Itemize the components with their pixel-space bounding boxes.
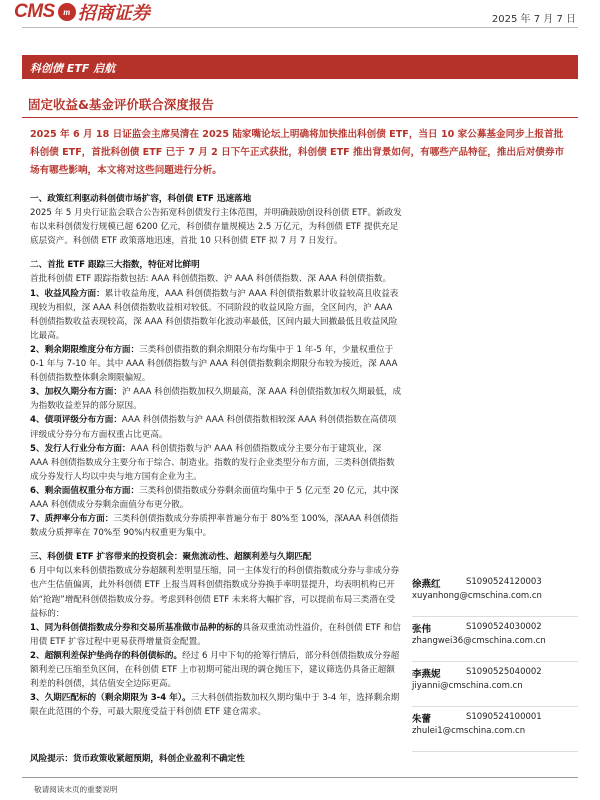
analyst-panel <box>412 574 578 754</box>
analyst-email[interactable]: jiyanni@cmschina.com.cn <box>412 681 523 691</box>
footer-divider <box>22 777 578 778</box>
body-paragraph: 2025 年 5 月央行证监会联合公告拓宽科创债发行主体范围，并明确鼓励创设科创债 ETF。新政发布以来科创债发行规模已超 6200 亿元，科创债存量规模达 2.5 万亿元，为科创债 ETF 提供充足底层资产。科创债 ETF 政策落地迅速，首批 10 只科创债 ETF 拟 7 月 7 日发行。 <box>30 208 402 247</box>
logo-text: CMS <box>14 1 55 22</box>
list-item: 1、同为科创债指数成分券和交易所基准做市品种的标的具备双重流动性溢价，在科创债 ETF 和信用债 ETF 扩容过程中更易获得增量资金配置。 <box>30 622 401 647</box>
logo-badge-icon: m <box>58 3 76 21</box>
analyst-name: 张伟 <box>412 624 432 635</box>
brand-logo <box>14 2 150 22</box>
analyst-card <box>412 709 578 752</box>
list-item: 7、质押率分布方面：三类科创债指数成分券质押率普遍分布于 80%至 100%，深AAA 科创债指数成分质押率在 70%至 90%内权重更为集中。 <box>30 514 399 539</box>
list-item: 3、加权久期分布方面：沪 AAA 科创债指数加权久期最高，深 AAA 科创债指数加权久期最低，成为指数收益差异的部分原因。 <box>30 387 402 412</box>
report-title: 固定收益&基金评价联合深度报告 <box>28 97 214 112</box>
analyst-email[interactable]: zhulei1@cmschina.com.cn <box>412 726 526 736</box>
analyst-card <box>412 664 578 707</box>
analyst-license: S1090524120003 <box>466 577 542 587</box>
summary-paragraph: 2025 年 6 月 18 日证监会主席吴清在 2025 陆家嘴论坛上明确将加快推出科创债 ETF，当日 10 家公募基金同步上报首批科创债 ETF，首批科创债 ETF 已于 7 月 2 日下午正式获批，科创债 ETF 推出背景如何，有哪些产品特征，推出后对债券市场有哪些影响，本文将对这些问题进行分析。 <box>30 129 565 176</box>
section-heading: 三、科创债 ETF 扩容带来的投资机会：聚焦流动性、超额利差与久期匹配 <box>30 552 312 563</box>
body-paragraph: 6 月中旬以来科创债指数成分券超额利差明显压缩，同一主体发行的科创债指数成分券与非成分券也产生估值偏离，此外科创债 ETF 上报当周科创债指数成分券换手率明显提升，均表明机构已开始“抢跑”增配科创债指数成分券。考虑到科创债 ETF 未来将大幅扩容，可以提前布局三类潜在受益标的： <box>30 566 400 619</box>
analyst-name: 朱蕾 <box>412 714 432 725</box>
section-heading: 二、首批 ETF 跟踪三大指数，特征对比鲜明 <box>30 260 200 271</box>
list-item: 2、超额利差保护垫尚存的科创债标的。经过 6 月中下旬的抢筹行情后，部分科创债指数成分券超额利差已压缩至负区间，在科创债 ETF 上市初期可能出现的调仓抛压下，建议筛选仍具备正超额利差的科创债，其估值安全边际更高。 <box>30 650 400 690</box>
risk-warning: 风险提示：货币政策收紧超预期，科创企业盈利不确定性 <box>30 754 245 764</box>
analyst-email[interactable]: xuyanhong@cmschina.com.cn <box>412 591 542 601</box>
list-item: 4、债项评级分布方面：AAA 科创债指数与沪 AAA 科创债指数相较深 AAA 科创债指数在高债项评级成分券分布方面权重占比更高。 <box>30 415 397 440</box>
analyst-name: 李燕妮 <box>412 669 441 680</box>
body-paragraph: 首批科创债 ETF 跟踪指数包括: AAA 科创债指数、沪 AAA 科创债指数、深 AAA 科创债指数。 <box>30 274 392 285</box>
list-item: 1、收益风险方面：累计收益角度，AAA 科创债指数与沪 AAA 科创债指数累计收益较高且收益表现较为相似，深 AAA 科创债指数收益相对较低。不同阶段的收益风险方面，全区间内，沪 AAA 科创债指数收益表现较高，深 AAA 科创债指数年化波动率最低，区间内最大回撤最低且收益风险比最高。 <box>30 288 399 341</box>
list-item: 5、发行人行业分布方面：AAA 科创债指数与沪 AAA 科创债指数成分主要分布于建筑业，深 AAA 科创债指数成分主要分布于综合、制造业。指数的发行企业类型分布方面，三类科创债指数成分券发行人均以中央与地方国有企业为主。 <box>30 443 395 482</box>
banner-label: 科创债 ETF 启航 <box>30 62 116 75</box>
report-date: 2025 年 7 月 7 日 <box>491 14 576 25</box>
topic-banner <box>22 55 578 79</box>
analyst-name: 徐燕红 <box>412 579 441 590</box>
list-item: 3、久期匹配标的（剩余期限为 3-4 年）。三大科创债指数加权久期均集中于 3-4 年，选择剩余期限在此范围的个券，可最大限度受益于科创债 ETF 建仓需求。 <box>30 693 400 718</box>
footer-disclaimer: 敬请阅读末页的重要说明 <box>34 785 118 794</box>
analyst-license: S1090524030002 <box>466 622 542 632</box>
list-item: 2、剩余期限维度分布方面：三类科创债指数的剩余期限分布均集中于 1 年-5 年，少量权重位于 0-1 年与 7-10 年。其中 AAA 科创债指数与沪 AAA 科创债指数剩余期限分布较为接近，深 AAA 科创债指数整体剩余期限偏短。 <box>30 344 398 384</box>
analyst-license: S1090525040002 <box>466 667 542 677</box>
title-divider <box>22 117 578 118</box>
main-body <box>30 192 402 719</box>
logo-chinese-name: 招商证券 <box>77 3 150 24</box>
header-divider <box>22 27 578 28</box>
analyst-email[interactable]: zhangwei36@cmschina.com.cn <box>412 636 546 646</box>
analyst-card <box>412 574 578 617</box>
list-item: 6、剩余面值权重分布方面：三类科创债指数成分券剩余面值均集中于 5 亿元至 20 亿元，其中深 AAA 科创债成分券剩余面值分布更分散。 <box>30 485 399 510</box>
analyst-license: S1090524100001 <box>466 712 542 722</box>
section-heading: 一、政策红利驱动科创债市场扩容，科创债 ETF 迅速落地 <box>30 194 252 204</box>
analyst-card <box>412 619 578 662</box>
